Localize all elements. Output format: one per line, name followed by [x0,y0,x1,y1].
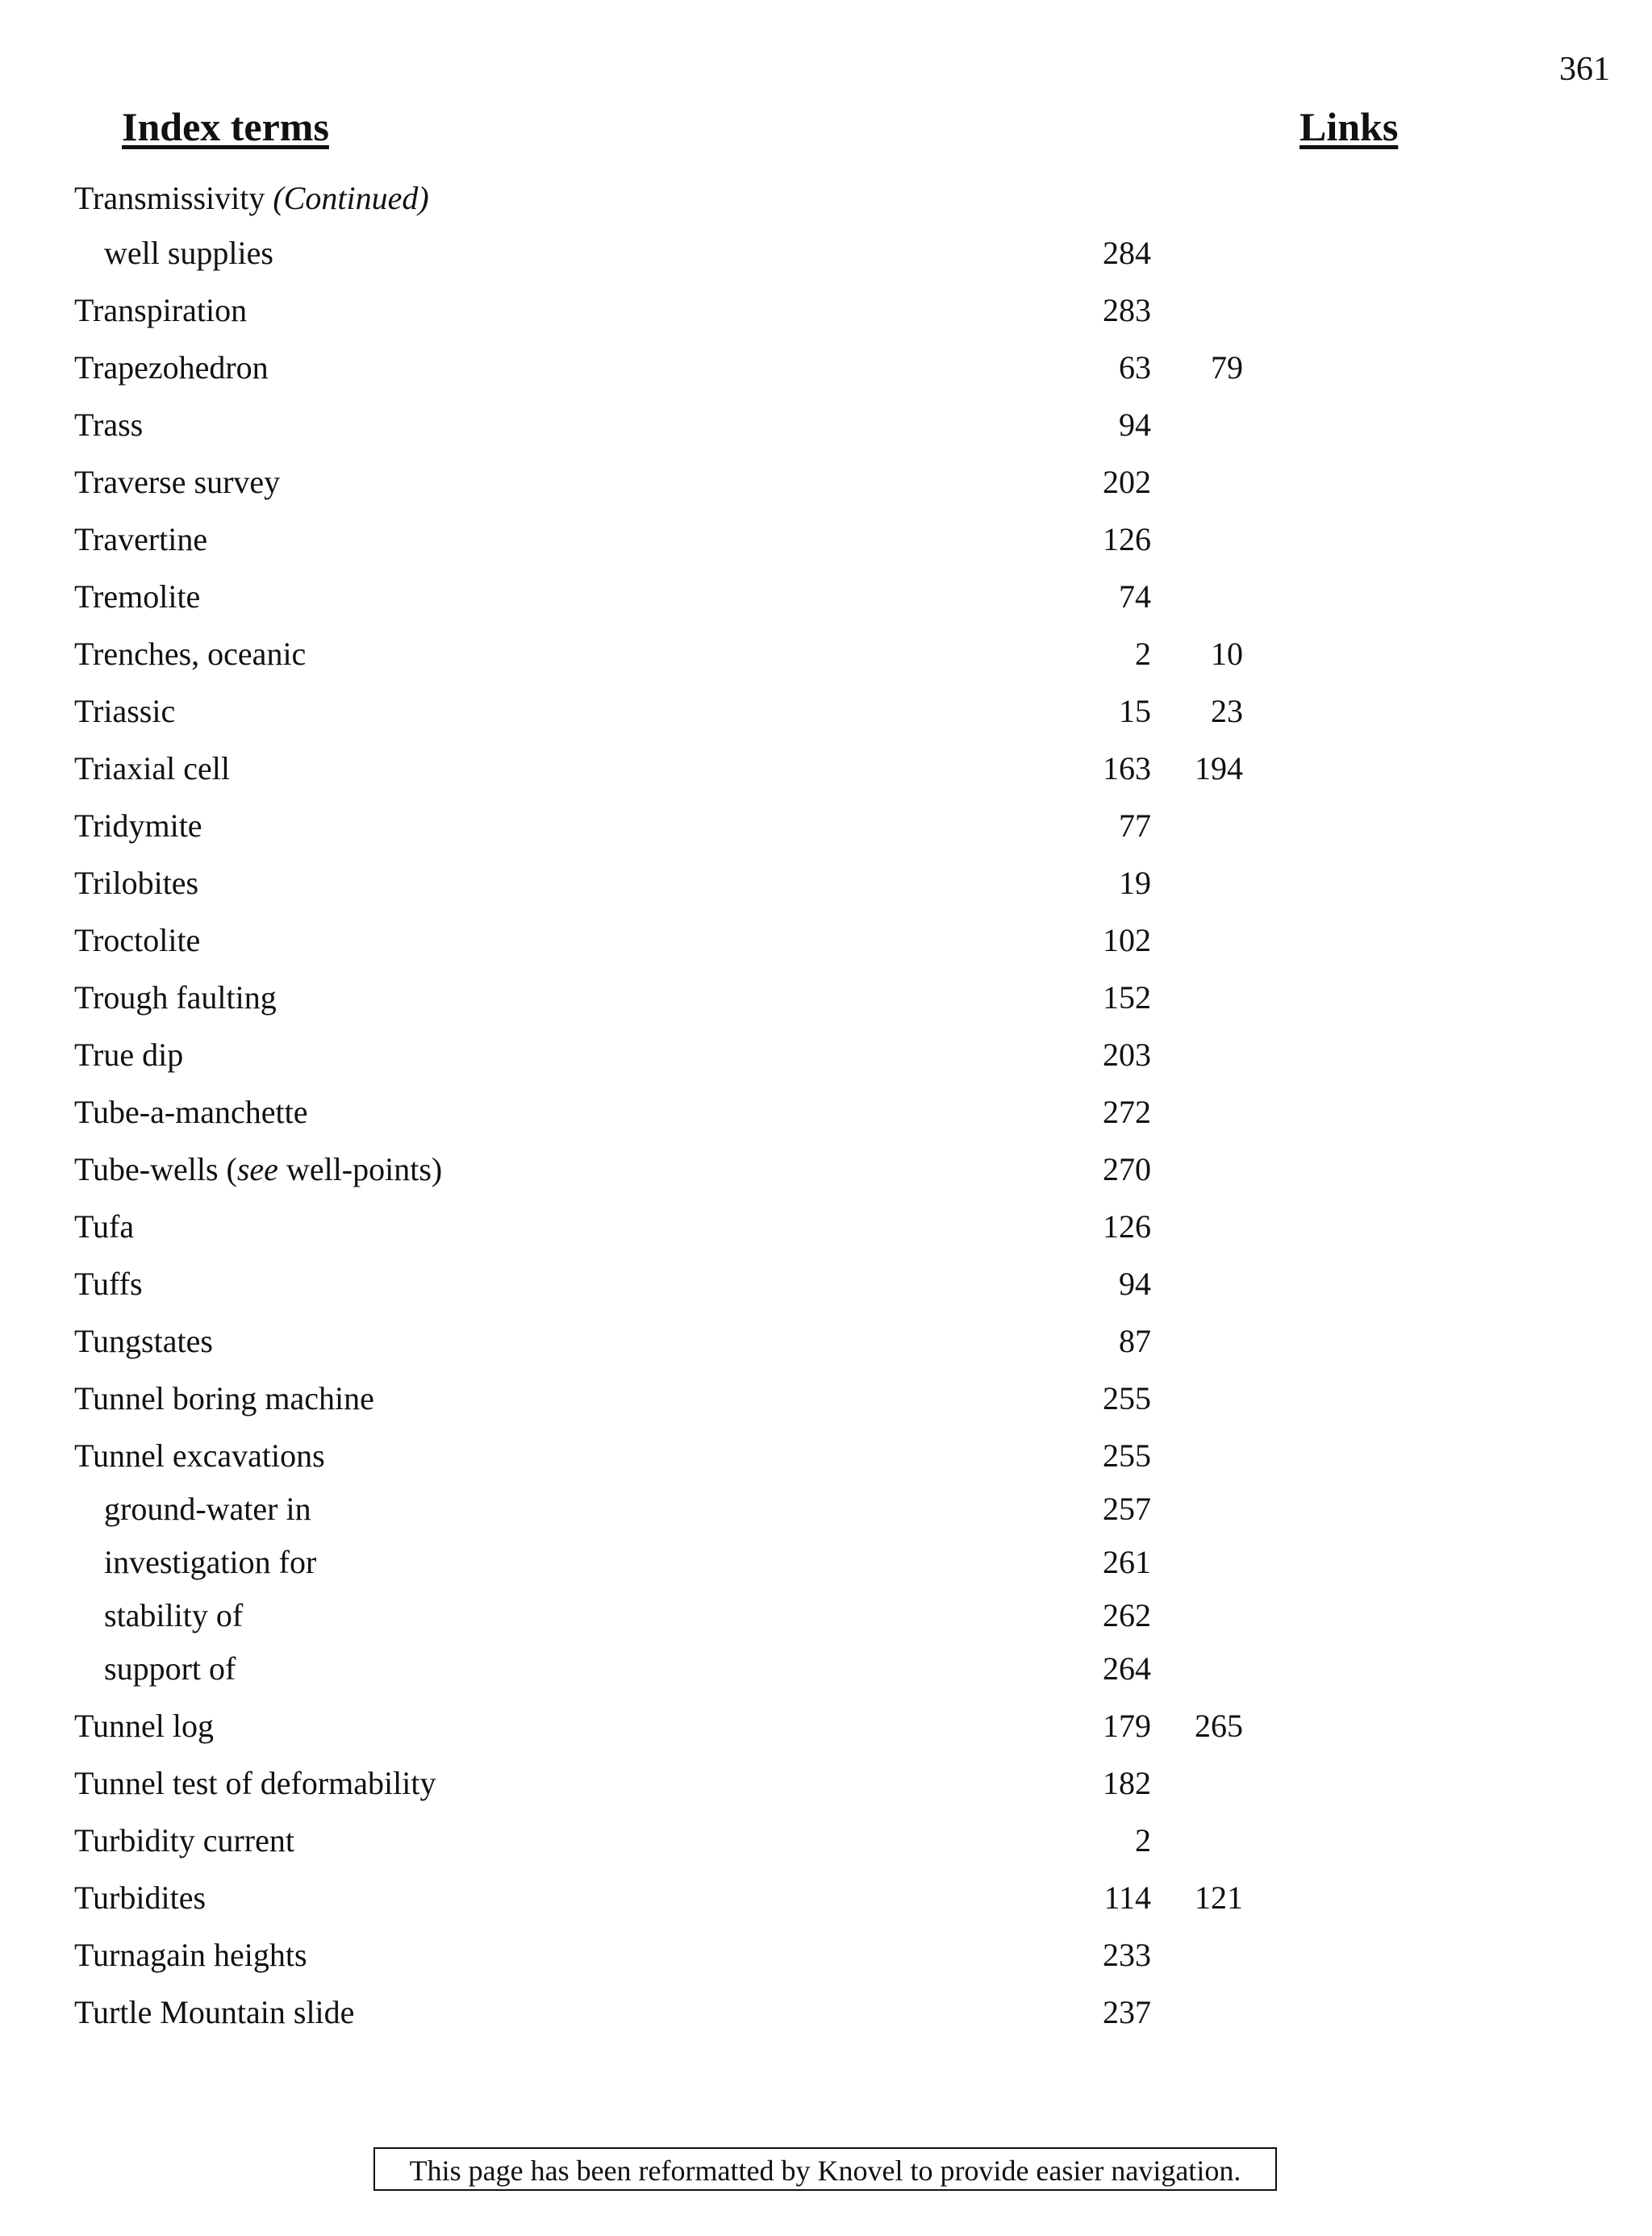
term-text: True dip [74,1037,184,1073]
index-entry [0,628,1652,680]
index-entry [0,457,1652,508]
term-text: Turtle Mountain slide [74,1994,355,2030]
page-link[interactable]: 74 [1119,578,1151,615]
index-term [74,1430,325,1482]
index-entry [0,342,1652,394]
index-term [74,1758,436,1809]
term-text: stability of [104,1597,244,1633]
term-text: support of [104,1650,236,1687]
term-text: Tremolite [74,578,201,615]
index-entry [0,1144,1652,1195]
term-text: Trough faulting [74,979,277,1016]
index-term [104,1643,236,1695]
page-link[interactable]: 257 [1103,1491,1151,1527]
index-term [74,1144,442,1195]
index-term [74,342,269,394]
index-entry [0,399,1652,451]
term-text: Turbidity current [74,1822,294,1858]
term-text: Tungstates [74,1323,213,1359]
index-entry [0,1815,1652,1867]
term-text: Triaxial cell [74,750,230,786]
page-link[interactable]: 102 [1103,922,1151,958]
page-link[interactable]: 233 [1103,1937,1151,1973]
page-link[interactable]: 182 [1103,1765,1151,1801]
index-term [74,686,175,737]
index-entry [0,1872,1652,1924]
page-link[interactable]: 284 [1103,235,1151,271]
term-text: Troctolite [74,922,201,958]
term-text: Transpiration [74,292,248,328]
term-text: Transmissivity [74,180,273,216]
page-link[interactable]: 87 [1119,1323,1151,1359]
index-subentry [0,1483,1652,1535]
term-italic-text: (Continued) [273,180,429,216]
page-link[interactable]: 79 [1211,349,1243,386]
page-link[interactable]: 264 [1103,1650,1151,1687]
index-term [74,1700,214,1752]
index-entry [0,800,1652,852]
index-entry [0,1201,1652,1253]
links-heading: Links [1299,104,1399,149]
index-entry [0,1758,1652,1809]
term-text: Tunnel excavations [74,1437,325,1474]
term-text: Tube-a-manchette [74,1094,308,1130]
index-entry [0,1029,1652,1081]
page-link[interactable]: 283 [1103,292,1151,328]
page-link[interactable]: 163 [1103,750,1151,786]
index-term [74,457,280,508]
index-term [74,915,200,966]
index-entry [0,1987,1652,2038]
term-text: Turnagain heights [74,1937,307,1973]
index-entry [0,1316,1652,1367]
page-link[interactable]: 255 [1103,1380,1151,1416]
index-term [74,1029,183,1081]
index-entry [0,1430,1652,1482]
index-term [74,1987,354,2038]
index-term [74,1373,374,1425]
term-text: Tuffs [74,1266,143,1302]
term-text: Tunnel test of deformability [74,1765,436,1801]
term-text: Triassic [74,693,176,729]
page-link[interactable]: 114 [1103,1879,1151,1916]
index-term [74,1316,213,1367]
page-link[interactable]: 270 [1103,1151,1151,1187]
page-link[interactable]: 194 [1195,750,1243,786]
index-entry [0,514,1652,565]
term-text: Tufa [74,1208,135,1245]
term-text: Traverse survey [74,464,281,500]
page-link[interactable]: 15 [1119,693,1151,729]
term-text: well supplies [104,235,273,271]
index-term [74,173,429,224]
term-text: Travertine [74,521,208,557]
index-entry [0,1700,1652,1752]
page-link[interactable]: 126 [1103,521,1151,557]
index-term [74,1872,206,1924]
page-link[interactable]: 265 [1195,1708,1243,1744]
index-term [74,628,306,680]
term-text: Trapezohedron [74,349,269,386]
page-link[interactable]: 262 [1103,1597,1151,1633]
index-term [74,1087,308,1138]
term-text: Trenches, oceanic [74,636,307,672]
page-link[interactable]: 272 [1103,1094,1151,1130]
index-term [74,1815,294,1867]
index-entry [0,743,1652,795]
page-link[interactable]: 94 [1119,407,1151,443]
term-text: Trilobites [74,865,199,901]
knovel-footer-note: This page has been reformatted by Knovel to provide easier navigation. [373,2147,1277,2191]
page-link[interactable]: 121 [1195,1879,1243,1916]
page-link[interactable]: 23 [1211,693,1243,729]
index-entry [0,972,1652,1024]
page-link[interactable]: 2 [1135,636,1151,672]
index-entry [0,285,1652,336]
index-subentry [0,1537,1652,1588]
index-terms-heading: Index terms [122,104,329,149]
index-term [74,514,207,565]
page-link[interactable]: 261 [1103,1544,1151,1580]
index-entry [0,1929,1652,1981]
page-number: 361 [1559,51,1610,88]
term-text: Tunnel boring machine [74,1380,374,1416]
index-term [74,800,202,852]
index-subentry [0,227,1652,279]
index-term [74,571,200,623]
page-link[interactable]: 237 [1103,1994,1151,2030]
index-entry [0,1258,1652,1310]
page-link[interactable]: 179 [1103,1708,1151,1744]
term-text: Trass [74,407,144,443]
index-term [104,1537,316,1588]
index-entry [0,571,1652,623]
page-link[interactable]: 2 [1135,1822,1151,1858]
page-link[interactable]: 202 [1103,464,1151,500]
term-text: Tridymite [74,807,202,844]
page-link[interactable]: 94 [1119,1266,1151,1302]
index-entry [0,1087,1652,1138]
term-text: Tunnel log [74,1708,215,1744]
index-entry [0,173,1652,224]
index-term [104,1590,243,1642]
page-link[interactable]: 19 [1119,865,1151,901]
index-term [104,1483,311,1535]
page-link[interactable]: 203 [1103,1037,1151,1073]
page-link[interactable]: 255 [1103,1437,1151,1474]
index-term [74,399,143,451]
index-term [74,285,247,336]
index-term [74,1201,134,1253]
term-text: investigation for [104,1544,317,1580]
index-subentry [0,1643,1652,1695]
term-text: Turbidites [74,1879,206,1916]
page-link[interactable]: 126 [1103,1208,1151,1245]
index-term [104,227,273,279]
index-term [74,743,230,795]
term-italic-text: see [236,1151,278,1187]
index-subentry [0,1590,1652,1642]
index-term [74,857,198,909]
index-entry [0,1373,1652,1425]
page-link[interactable]: 63 [1119,349,1151,386]
term-text-suffix: well-points) [277,1151,443,1187]
page-link[interactable]: 77 [1119,807,1151,844]
index-term [74,1258,143,1310]
index-term [74,1929,307,1981]
page-link[interactable]: 152 [1103,979,1151,1016]
index-entry [0,857,1652,909]
index-entry [0,915,1652,966]
term-text: ground-water in [104,1491,311,1527]
index-entry [0,686,1652,737]
page-link[interactable]: 10 [1211,636,1243,672]
index-term [74,972,277,1024]
term-text: Tube-wells ( [74,1151,237,1187]
